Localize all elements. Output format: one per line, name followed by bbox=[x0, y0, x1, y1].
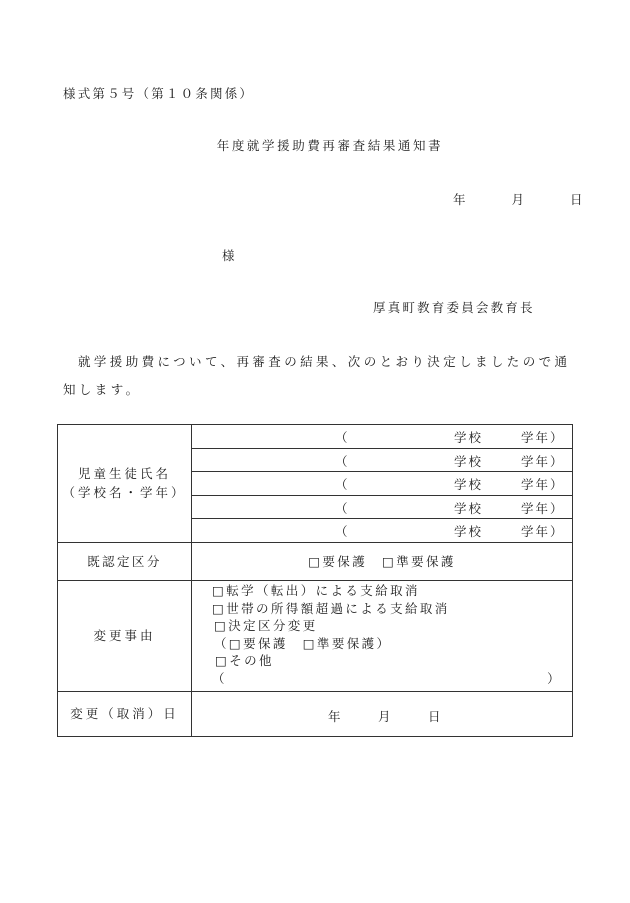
other-detail-field[interactable] bbox=[212, 670, 572, 688]
school-label: 学校 bbox=[454, 477, 484, 493]
student-row[interactable] bbox=[192, 448, 573, 472]
school-label: 学校 bbox=[454, 500, 484, 516]
student-label-line2: （学校名・学年） bbox=[62, 485, 187, 501]
status-label: 既認定区分 bbox=[58, 542, 192, 580]
status-options[interactable]: □要保護 □準要保護 bbox=[192, 542, 573, 580]
addressee-suffix: 様 bbox=[222, 248, 237, 263]
student-row[interactable] bbox=[192, 519, 573, 543]
notice-date-day: 日 bbox=[569, 192, 583, 207]
reason-other[interactable]: □その他 bbox=[215, 653, 274, 669]
form-number: 様式第５号（第１０条関係） bbox=[63, 86, 255, 101]
notice-date-month: 月 bbox=[511, 192, 524, 207]
document-title: 年度就学援助費再審査結果通知書 bbox=[216, 138, 444, 153]
paren-open: （ bbox=[335, 477, 348, 493]
change-date-field[interactable] bbox=[192, 691, 573, 736]
reason-transfer[interactable]: □転学（転出）による支給取消 bbox=[212, 582, 420, 598]
sender-name: 厚真町教育委員会教育長 bbox=[373, 300, 535, 315]
notice-date-year: 年 bbox=[453, 192, 466, 207]
other-paren-open: （ bbox=[212, 670, 227, 686]
notice-date bbox=[453, 190, 582, 208]
other-paren-close: ） bbox=[547, 670, 562, 686]
school-label: 学校 bbox=[454, 453, 484, 469]
reason-category-options[interactable]: （□要保護 □準要保護） bbox=[214, 635, 392, 651]
change-date-label: 変更（取消）日 bbox=[58, 691, 192, 736]
result-table bbox=[57, 424, 573, 737]
student-label-line1: 児童生徒氏名 bbox=[77, 466, 171, 482]
paren-open: （ bbox=[335, 500, 348, 516]
reason-options[interactable] bbox=[192, 580, 573, 691]
student-row[interactable] bbox=[192, 495, 573, 519]
change-date-month: 月 bbox=[378, 708, 391, 724]
reason-category-change[interactable]: □決定区分変更 bbox=[214, 618, 318, 634]
student-row[interactable] bbox=[192, 425, 573, 449]
grade-label: 学年） bbox=[521, 430, 565, 445]
grade-label: 学年） bbox=[521, 524, 565, 540]
body-text: 就学援助費について、再審査の結果、次のとおり決定しましたので通知します。 bbox=[63, 354, 571, 397]
grade-label: 学年） bbox=[521, 477, 565, 493]
reason-income-exceeded[interactable]: □世帯の所得額超過による支給取消 bbox=[212, 600, 450, 616]
change-date-day: 日 bbox=[428, 708, 441, 724]
grade-label: 学年） bbox=[521, 500, 565, 516]
school-label: 学校 bbox=[454, 430, 484, 445]
student-name-label bbox=[58, 425, 192, 543]
reason-label: 変更事由 bbox=[58, 580, 192, 691]
change-date-year: 年 bbox=[328, 708, 341, 724]
paren-open: （ bbox=[335, 524, 348, 540]
grade-label: 学年） bbox=[521, 453, 565, 469]
paren-open: （ bbox=[335, 430, 348, 445]
school-label: 学校 bbox=[454, 524, 484, 540]
student-row[interactable] bbox=[192, 472, 573, 496]
paren-open: （ bbox=[335, 453, 348, 469]
